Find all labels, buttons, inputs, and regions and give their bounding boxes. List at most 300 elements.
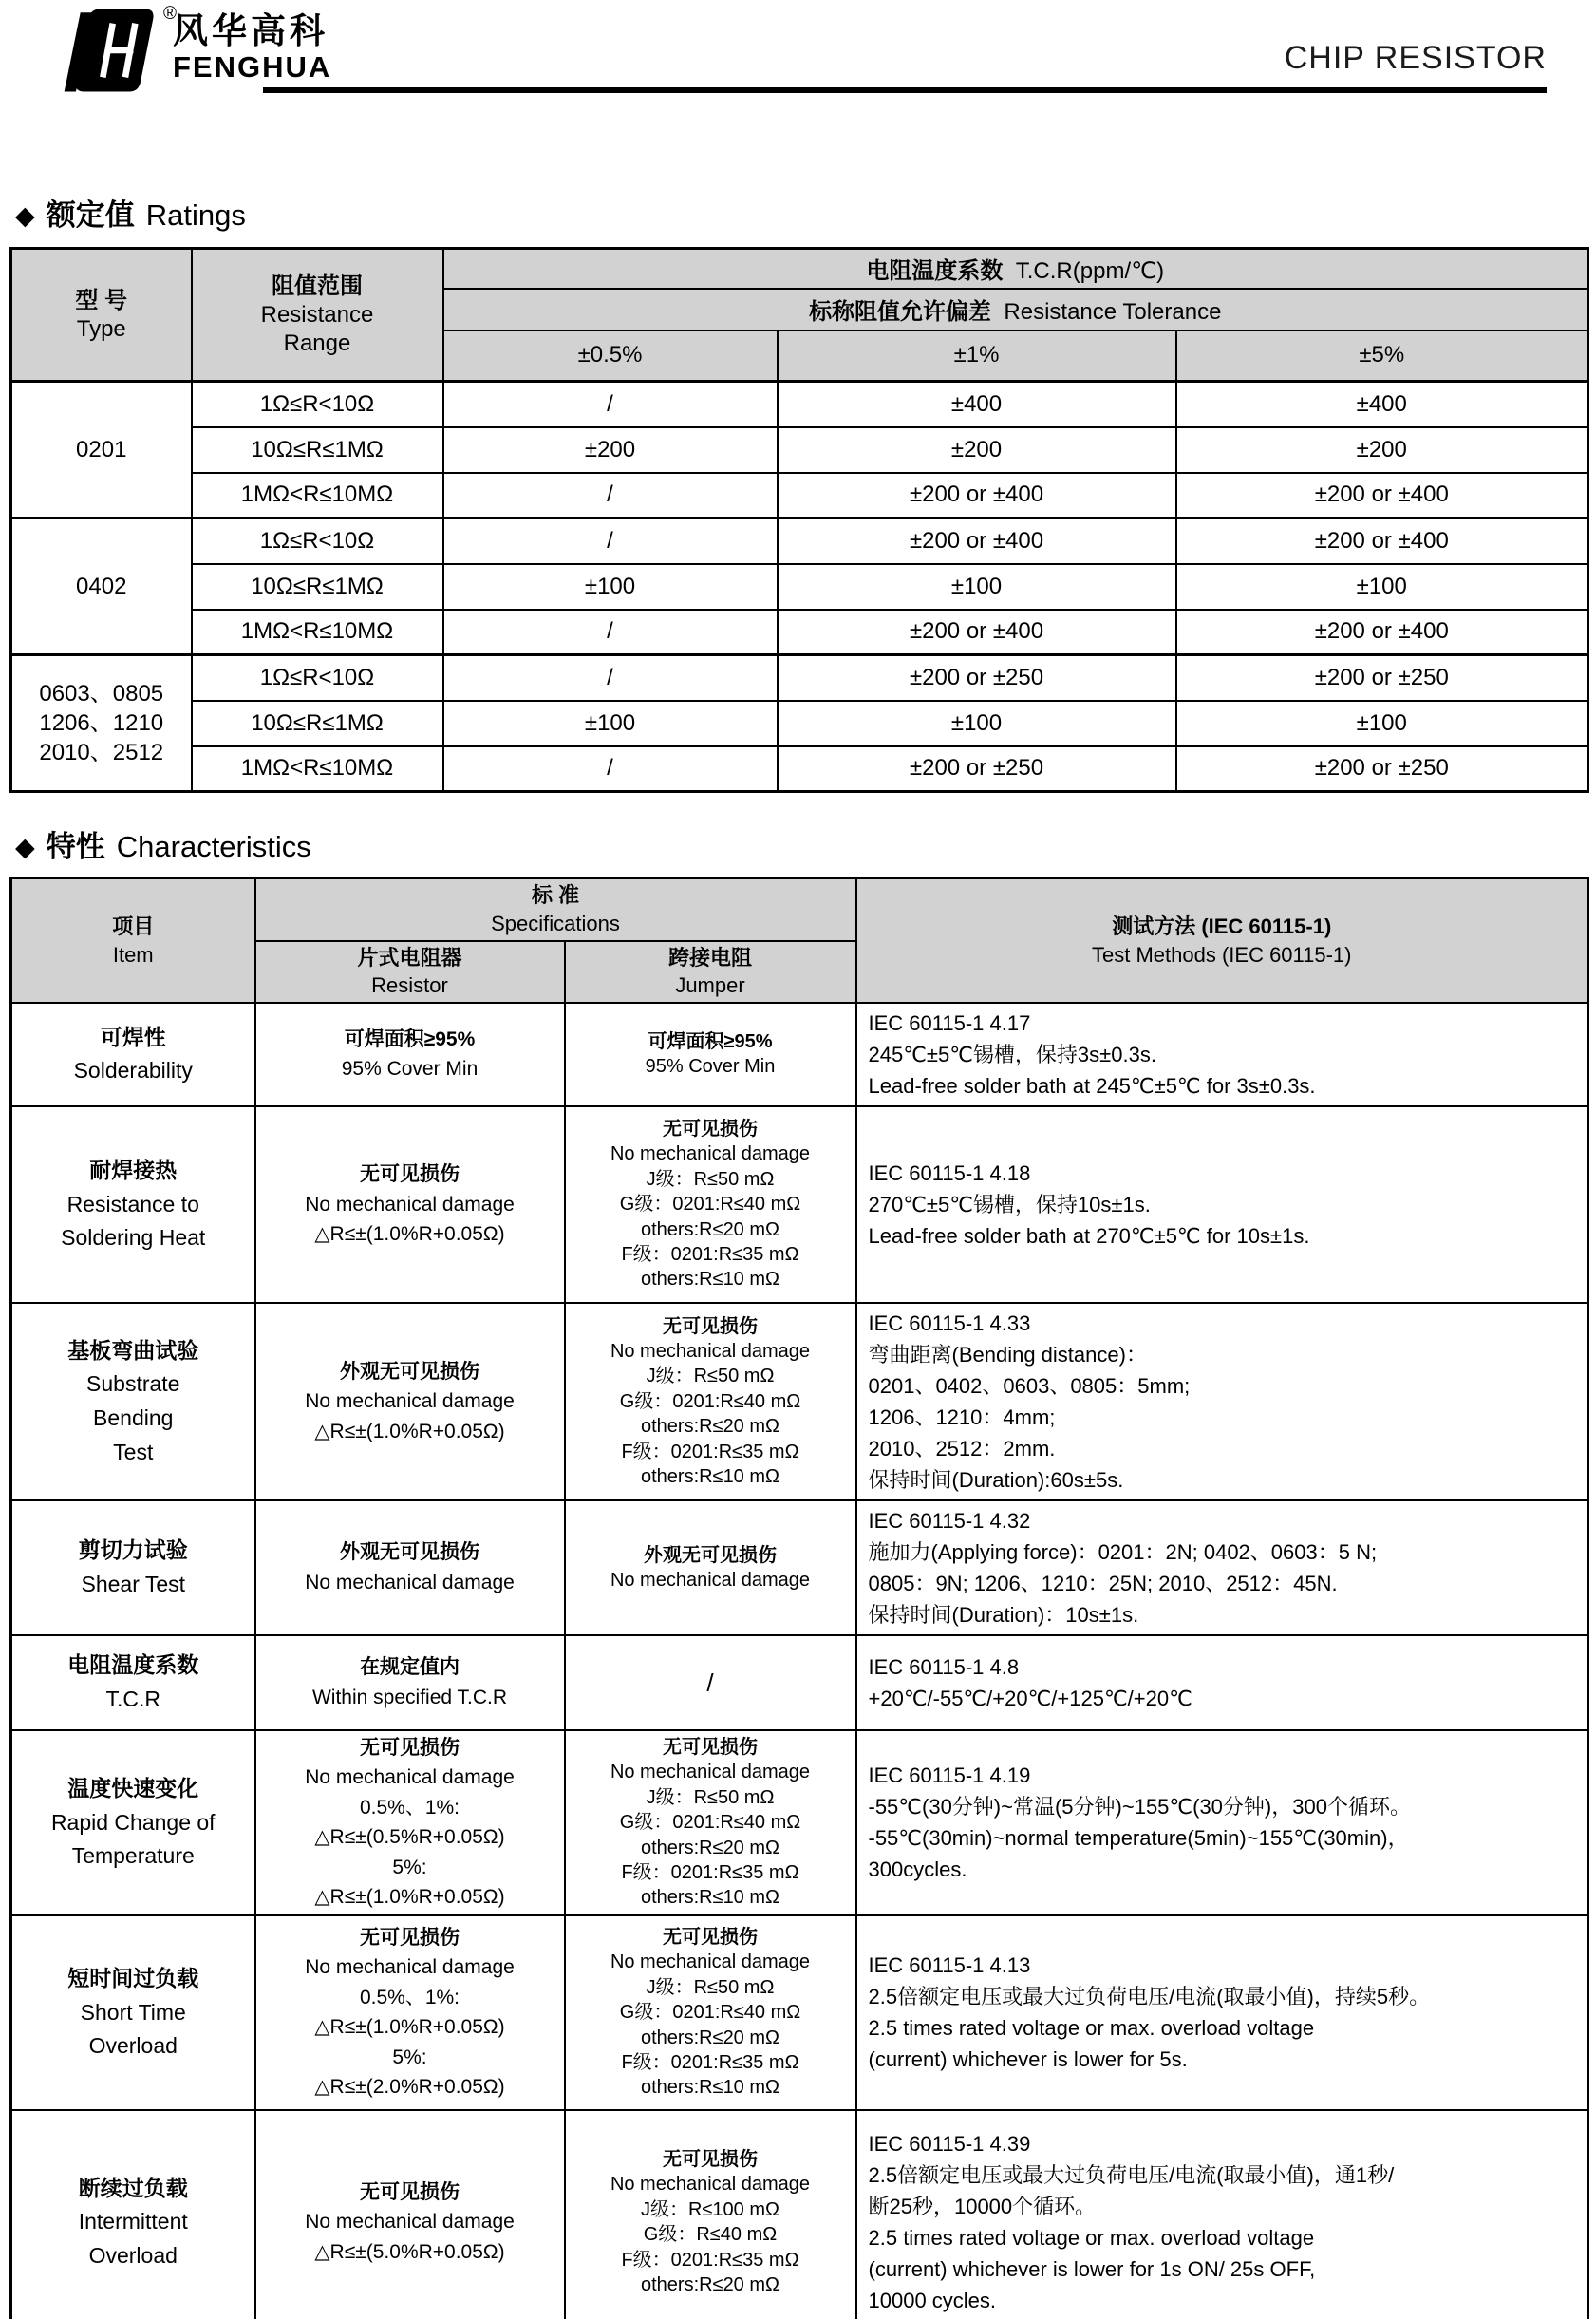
cell-line: No mechanical damage <box>305 1766 515 1789</box>
cell-line: IEC 60115-1 4.17 <box>868 1010 1031 1035</box>
jumper-spec-cell <box>565 2110 856 2319</box>
cell-line: No mechanical damage <box>610 1143 811 1165</box>
cell-line: G级：R≤40 mΩ <box>643 2224 778 2246</box>
cell-line: 5%: <box>392 1856 427 1878</box>
cell-line: others:R≤10 mΩ <box>641 1887 779 1909</box>
fenghua-logo-icon <box>59 4 177 93</box>
cell-line: △R≤±(2.0%R+0.05Ω) <box>314 2076 505 2099</box>
cell-line: 外观无可见损伤 <box>644 1544 777 1566</box>
test-method-cell <box>856 1500 1588 1635</box>
type-header-en: Type <box>76 315 126 342</box>
tcr-5-cell <box>1176 382 1588 427</box>
resistance-range-cell <box>192 518 443 564</box>
cell-line: / <box>607 664 613 690</box>
cell-line: ±100 <box>1356 573 1407 599</box>
test-method-cell <box>856 2110 1588 2319</box>
cell-line: IEC 60115-1 4.8 <box>868 1654 1020 1679</box>
cell-line: F级：0201:R≤35 mΩ <box>621 2052 799 2074</box>
cell-line: 无可见损伤 <box>663 1927 758 1949</box>
cell-line: IEC 60115-1 4.32 <box>868 1508 1031 1533</box>
cell-line: 在规定值内 <box>360 1656 460 1679</box>
test-methods-header-en: Test Methods (IEC 60115-1) <box>1092 942 1352 967</box>
cell-line: 0.5%、1%: <box>359 1796 460 1819</box>
cell-line: 1MΩ<R≤10MΩ <box>240 755 394 782</box>
cell-line: 10Ω≤R≤1MΩ <box>251 709 384 736</box>
cell-line: 10000 cycles. <box>868 2289 997 2313</box>
cell-line: 保持时间(Duration)：10s±1s. <box>868 1602 1139 1627</box>
cell-line: 95% Cover Min <box>341 1058 479 1081</box>
tcr-05-cell <box>443 382 778 427</box>
logo-name-english: FENGHUA <box>173 49 332 84</box>
characteristics-row <box>11 1303 1588 1500</box>
cell-line: No mechanical damage <box>610 1340 811 1362</box>
cell-line: 245℃±5℃锡槽，保持3s±0.3s. <box>868 1042 1156 1066</box>
cell-line: F级：0201:R≤35 mΩ <box>621 1862 799 1884</box>
resistor-spec-cell <box>255 1003 565 1106</box>
cell-line: △R≤±(5.0%R+0.05Ω) <box>314 2240 505 2263</box>
tolerance-col-5-header: ±5% <box>1176 330 1588 382</box>
ratings-row <box>11 473 1588 518</box>
tcr-5-cell <box>1176 564 1588 610</box>
cell-line: 短时间过负载 <box>67 1965 199 1990</box>
cell-line: Bending <box>93 1405 174 1430</box>
tcr-5-cell <box>1176 518 1588 564</box>
cell-line: Within specified T.C.R <box>311 1686 508 1708</box>
tcr-05-cell <box>443 518 778 564</box>
cell-line: G级：0201:R≤40 mΩ <box>619 2002 801 2024</box>
cell-line: +20℃/-55℃/+20℃/+125℃/+20℃ <box>868 1686 1192 1710</box>
type-cell <box>11 518 192 655</box>
cell-line: No mechanical damage <box>305 1956 515 1979</box>
jumper-header-cn: 跨接电阻 <box>667 945 752 970</box>
cell-line: 断25秒，10000个循环。 <box>868 2195 1097 2219</box>
range-header-en1: Resistance <box>260 301 374 328</box>
test-method-cell <box>856 1730 1588 1915</box>
tcr-1-cell <box>778 746 1176 792</box>
jumper-spec-cell <box>565 1730 856 1915</box>
characteristics-row <box>11 1003 1588 1106</box>
cell-line: No mechanical damage <box>610 1569 811 1591</box>
specifications-header-cn: 标 准 <box>531 883 580 908</box>
cell-line: 断续过负载 <box>78 2175 188 2200</box>
type-header-cn: 型 号 <box>75 287 128 313</box>
logo-text <box>173 8 331 84</box>
tcr-1-cell <box>778 427 1176 473</box>
cell-line: 270℃±5℃锡槽，保持10s±1s. <box>868 1192 1151 1216</box>
characteristics-row <box>11 2110 1588 2319</box>
tcr-1-cell <box>778 701 1176 746</box>
cell-line: 0.5%、1%: <box>359 1986 460 2008</box>
tcr-5-cell <box>1176 655 1588 701</box>
resistor-spec-cell <box>255 1915 565 2110</box>
specifications-header <box>255 878 856 941</box>
test-methods-col-header <box>856 878 1588 1003</box>
cell-line: 10Ω≤R≤1MΩ <box>251 573 384 599</box>
cell-line: Lead-free solder bath at 245℃±5℃ for 3s±0.3s. <box>868 1073 1316 1098</box>
cell-line: G级：0201:R≤40 mΩ <box>619 1194 801 1216</box>
item-cell <box>11 1915 255 2110</box>
cell-line: ±200 <box>1356 436 1407 462</box>
cell-line: 可焊面积≥95% <box>344 1028 476 1050</box>
cell-line: (current) whichever is lower for 5s. <box>868 2047 1188 2072</box>
resistor-spec-cell <box>255 1303 565 1500</box>
cell-line: △R≤±(1.0%R+0.05Ω) <box>314 1223 505 1246</box>
tolerance-col-1-header: ±1% <box>778 330 1176 382</box>
cell-line: / <box>607 390 613 417</box>
cell-line: J级：R≤50 mΩ <box>646 1786 775 1808</box>
characteristics-table-body <box>11 1003 1588 2319</box>
characteristics-title-en: Characteristics <box>116 830 311 864</box>
resistance-range-cell <box>192 382 443 427</box>
cell-line: 0402 <box>76 574 127 599</box>
tcr-05-cell <box>443 746 778 792</box>
cell-line: △R≤±(1.0%R+0.05Ω) <box>314 1420 505 1442</box>
cell-line: 1Ω≤R<10Ω <box>259 390 375 417</box>
cell-line: ±200 or ±400 <box>1314 481 1449 508</box>
cell-line: Solderability <box>73 1058 193 1084</box>
resistance-range-cell <box>192 746 443 792</box>
cell-line: / <box>607 481 613 508</box>
cell-line: △R≤±(1.0%R+0.05Ω) <box>314 1886 505 1909</box>
cell-line: 0603、0805 <box>39 680 164 707</box>
ratings-row <box>11 564 1588 610</box>
cell-line: Shear Test <box>81 1571 186 1596</box>
cell-line: No mechanical damage <box>610 2174 811 2196</box>
cell-line: 剪切力试验 <box>78 1537 188 1563</box>
cell-line: others:R≤10 mΩ <box>641 1269 779 1291</box>
cell-line: Overload <box>88 2243 178 2268</box>
jumper-col-header <box>565 941 856 1003</box>
resistance-range-cell <box>192 655 443 701</box>
characteristics-title-cn: 特性 <box>46 830 105 864</box>
tolerance-header-en: Resistance Tolerance <box>1004 299 1222 326</box>
resistance-range-cell <box>192 427 443 473</box>
cell-line: 2010、2512：2mm. <box>868 1436 1056 1461</box>
resistor-spec-cell <box>255 1730 565 1915</box>
cell-line: / <box>607 527 613 554</box>
cell-line: Rapid Change of <box>50 1809 216 1835</box>
tolerance-col-05-header: ±0.5% <box>443 330 778 382</box>
cell-line: 可焊性 <box>100 1024 166 1049</box>
cell-line: others:R≤20 mΩ <box>641 2027 779 2048</box>
ratings-table-body <box>11 382 1588 792</box>
cell-line: others:R≤20 mΩ <box>641 1837 779 1858</box>
cell-line: J级：R≤50 mΩ <box>646 1366 775 1387</box>
resistor-col-header <box>255 941 565 1003</box>
cell-line: others:R≤10 mΩ <box>641 1465 779 1487</box>
cell-line: J级：R≤100 mΩ <box>641 2198 779 2220</box>
cell-line: ±200 <box>584 436 636 462</box>
tolerance-header-cn: 标称阻值允许偏差 <box>809 299 992 326</box>
ratings-row <box>11 655 1588 701</box>
resistor-spec-cell <box>255 1635 565 1730</box>
ratings-col-type-header <box>11 249 192 382</box>
cell-line: ±100 <box>584 573 636 599</box>
ratings-row <box>11 518 1588 564</box>
cell-line: ±200 or ±400 <box>1314 618 1449 645</box>
cell-line: ±100 <box>950 573 1003 599</box>
cell-line: ±200 or ±400 <box>909 527 1044 554</box>
resistor-spec-cell <box>255 2110 565 2319</box>
ratings-header-row-1 <box>11 249 1588 289</box>
tolerance-header <box>443 289 1588 330</box>
cell-line: 无可见损伤 <box>360 2180 460 2203</box>
ratings-col-range-header <box>192 249 443 382</box>
tcr-05-cell <box>443 610 778 655</box>
cell-line: No mechanical damage <box>305 1571 515 1593</box>
item-header-cn: 项目 <box>112 914 155 938</box>
tcr-5-cell <box>1176 473 1588 518</box>
document-title: CHIP RESISTOR <box>1284 40 1547 76</box>
cell-line: No mechanical damage <box>610 1951 811 1973</box>
test-method-cell <box>856 1635 1588 1730</box>
cell-line: IEC 60115-1 4.33 <box>868 1310 1031 1335</box>
item-cell <box>11 1303 255 1500</box>
resistor-spec-cell <box>255 1500 565 1635</box>
cell-line: 0201、0402、0603、0805：5mm; <box>868 1373 1191 1398</box>
item-cell <box>11 1500 255 1635</box>
cell-line: 无可见损伤 <box>663 1119 758 1141</box>
cell-line: / <box>607 618 613 645</box>
cell-line: 可焊面积≥95% <box>648 1031 773 1053</box>
ratings-title-en: Ratings <box>145 198 246 232</box>
cell-line: IEC 60115-1 4.18 <box>868 1160 1031 1185</box>
cell-line: G级：0201:R≤40 mΩ <box>619 1812 801 1834</box>
cell-line: 耐焊接热 <box>89 1157 178 1182</box>
test-method-cell <box>856 1003 1588 1106</box>
cell-line: 无可见损伤 <box>360 1926 460 1949</box>
type-cell <box>11 382 192 518</box>
cell-line: Temperature <box>71 1843 195 1869</box>
cell-line: ±200 or ±400 <box>909 481 1044 508</box>
diamond-icon: ◆ <box>15 833 35 862</box>
cell-line: Resistance to <box>66 1191 199 1216</box>
cell-line: 2.5倍额定电压或最大过负荷电压/电流(取最小值)，持续5秒。 <box>868 1985 1431 2009</box>
jumper-spec-cell <box>565 1003 856 1106</box>
cell-line: 电阻温度系数 <box>67 1652 199 1678</box>
cell-line: 1MΩ<R≤10MΩ <box>240 618 394 645</box>
cell-line: 无可见损伤 <box>360 1736 460 1759</box>
characteristics-section-title <box>15 831 1596 863</box>
cell-line: / <box>706 1668 714 1697</box>
tcr-05-cell <box>443 564 778 610</box>
jumper-spec-cell <box>565 1915 856 2110</box>
tcr-5-cell <box>1176 427 1588 473</box>
range-header-en2: Range <box>283 330 351 356</box>
cell-line: 温度快速变化 <box>67 1775 199 1801</box>
cell-line: others:R≤20 mΩ <box>641 1218 779 1240</box>
range-header-cn: 阻值范围 <box>272 273 363 299</box>
diamond-icon: ◆ <box>15 201 35 231</box>
cell-line: 无可见损伤 <box>663 2149 758 2171</box>
ratings-row <box>11 427 1588 473</box>
jumper-spec-cell <box>565 1106 856 1303</box>
item-header-en: Item <box>112 942 154 967</box>
test-methods-header-cn: 测试方法 (IEC 60115-1) <box>1112 914 1332 938</box>
tcr-5-cell <box>1176 701 1588 746</box>
tcr-1-cell <box>778 518 1176 564</box>
characteristics-row <box>11 1635 1588 1730</box>
cell-line: 1Ω≤R<10Ω <box>259 527 375 554</box>
characteristics-row <box>11 1500 1588 1635</box>
cell-line: ±200 <box>950 436 1003 462</box>
tcr-1-cell <box>778 473 1176 518</box>
tcr-5-cell <box>1176 746 1588 792</box>
cell-line: others:R≤20 mΩ <box>641 2273 779 2295</box>
cell-line: △R≤±(0.5%R+0.05Ω) <box>314 1826 505 1849</box>
cell-line: ±100 <box>584 709 636 736</box>
test-method-cell <box>856 1106 1588 1303</box>
cell-line: 基板弯曲试验 <box>67 1337 199 1363</box>
cell-line: 外观无可见损伤 <box>340 1360 479 1383</box>
tcr-header-cn: 电阻温度系数 <box>866 258 1004 285</box>
cell-line: 0201 <box>76 437 127 462</box>
cell-line: others:R≤10 mΩ <box>641 2077 779 2099</box>
characteristics-table <box>9 877 1589 2319</box>
cell-line: 2.5 times rated voltage or max. overload voltage <box>868 2226 1315 2251</box>
characteristics-row <box>11 1915 1588 2110</box>
cell-line: -55℃(30分钟)~常温(5分钟)~155℃(30分钟)，300个循环。 <box>868 1795 1411 1819</box>
tcr-05-cell <box>443 701 778 746</box>
test-method-cell <box>856 1303 1588 1500</box>
cell-line: ±100 <box>1356 709 1407 736</box>
cell-line: △R≤±(1.0%R+0.05Ω) <box>314 2016 505 2039</box>
cell-line: Substrate <box>86 1371 180 1397</box>
cell-line: ±400 <box>950 390 1003 417</box>
item-cell <box>11 1730 255 1915</box>
characteristics-header-row-1 <box>11 878 1588 941</box>
resistance-range-cell <box>192 701 443 746</box>
cell-line: (current) whichever is lower for 1s ON/ 25s OFF, <box>868 2257 1316 2282</box>
ratings-row <box>11 701 1588 746</box>
resistance-range-cell <box>192 610 443 655</box>
jumper-spec-cell <box>565 1635 856 1730</box>
cell-line: ±200 or ±250 <box>1314 664 1449 690</box>
cell-line: ±200 or ±400 <box>909 618 1044 645</box>
cell-line: 保持时间(Duration):60s±5s. <box>868 1467 1124 1492</box>
cell-line: 弯曲距离(Bending distance)： <box>868 1342 1147 1367</box>
cell-line: ±200 or ±250 <box>909 664 1044 690</box>
cell-line: ±200 or ±250 <box>1314 755 1449 782</box>
tcr-05-cell <box>443 427 778 473</box>
ratings-row <box>11 746 1588 792</box>
cell-line: Intermittent <box>78 2209 188 2234</box>
resistor-header-cn: 片式电阻器 <box>357 945 462 970</box>
item-cell <box>11 1003 255 1106</box>
cell-line: 1206、1210 <box>39 710 164 736</box>
tcr-1-cell <box>778 382 1176 427</box>
type-cell <box>11 655 192 792</box>
cell-line: IEC 60115-1 4.39 <box>868 2132 1031 2157</box>
cell-line: 施加力(Applying force)：0201：2N; 0402、0603：5 N; <box>868 1539 1378 1564</box>
cell-line: 300cycles. <box>868 1857 967 1882</box>
logo-name-chinese: 风华高科 <box>173 11 329 50</box>
cell-line: others:R≤20 mΩ <box>641 1416 779 1438</box>
jumper-spec-cell <box>565 1500 856 1635</box>
ratings-section-title <box>15 199 1596 232</box>
cell-line: F级：0201:R≤35 mΩ <box>621 1244 799 1266</box>
cell-line: F级：0201:R≤35 mΩ <box>621 1441 799 1462</box>
cell-line: 0805：9N; 1206、1210：25N; 2010、2512：45N. <box>868 1571 1338 1595</box>
cell-line: 1MΩ<R≤10MΩ <box>240 481 394 508</box>
ratings-row <box>11 382 1588 427</box>
cell-line: No mechanical damage <box>305 1193 515 1216</box>
cell-line: ±100 <box>950 709 1003 736</box>
test-method-cell <box>856 1915 1588 2110</box>
resistance-range-cell <box>192 564 443 610</box>
registered-trademark-mark: ® <box>163 4 177 24</box>
characteristics-row <box>11 1106 1588 1303</box>
item-cell <box>11 1106 255 1303</box>
cell-line: No mechanical damage <box>610 1762 811 1783</box>
cell-line: F级：0201:R≤35 mΩ <box>621 2249 799 2271</box>
jumper-spec-cell <box>565 1303 856 1500</box>
cell-line: 10Ω≤R≤1MΩ <box>251 436 384 462</box>
cell-line: -55℃(30min)~normal temperature(5min)~155℃(30min)， <box>868 1826 1409 1851</box>
cell-line: J级：R≤50 mΩ <box>646 1168 775 1190</box>
cell-line: No mechanical damage <box>305 2211 515 2234</box>
resistor-header-en: Resistor <box>371 973 448 998</box>
cell-line: 1206、1210：4mm; <box>868 1405 1056 1429</box>
cell-line: G级：0201:R≤40 mΩ <box>619 1390 801 1412</box>
cell-line: ±200 or ±400 <box>1314 527 1449 554</box>
cell-line: Overload <box>88 2033 178 2059</box>
page-header <box>0 0 1596 95</box>
cell-line: / <box>607 755 613 782</box>
jumper-header-en: Jumper <box>675 973 745 998</box>
cell-line: 2.5 times rated voltage or max. overload voltage <box>868 2016 1315 2041</box>
cell-line: Test <box>113 1439 154 1464</box>
cell-line: 2010、2512 <box>39 740 164 766</box>
cell-line: 5%: <box>392 2046 427 2068</box>
cell-line: Soldering Heat <box>61 1225 206 1251</box>
cell-line: IEC 60115-1 4.19 <box>868 1763 1031 1788</box>
tcr-5-cell <box>1176 610 1588 655</box>
ratings-row <box>11 610 1588 655</box>
cell-line: Lead-free solder bath at 270℃±5℃ for 10s±1s. <box>868 1223 1310 1248</box>
item-cell <box>11 2110 255 2319</box>
tcr-1-cell <box>778 655 1176 701</box>
resistance-range-cell <box>192 473 443 518</box>
cell-line: T.C.R <box>105 1686 160 1711</box>
cell-line: ±400 <box>1356 390 1407 417</box>
specifications-header-en: Specifications <box>491 911 620 935</box>
fenghua-logo <box>59 4 332 93</box>
tcr-header <box>443 249 1588 289</box>
tcr-05-cell <box>443 473 778 518</box>
cell-line: ±200 or ±250 <box>909 755 1044 782</box>
tcr-1-cell <box>778 564 1176 610</box>
cell-line: 2.5倍额定电压或最大过负荷电压/电流(取最小值)，通1秒/ <box>868 2163 1395 2188</box>
ratings-title-cn: 额定值 <box>46 198 135 232</box>
cell-line: J级：R≤50 mΩ <box>646 1976 775 1998</box>
tcr-header-en: T.C.R(ppm/℃) <box>1015 258 1165 285</box>
characteristics-row <box>11 1730 1588 1915</box>
cell-line: No mechanical damage <box>305 1390 515 1413</box>
cell-line: 无可见损伤 <box>663 1315 758 1337</box>
cell-line: IEC 60115-1 4.13 <box>868 1953 1031 1978</box>
cell-line: Short Time <box>80 1999 186 2025</box>
item-cell <box>11 1635 255 1730</box>
item-col-header <box>11 878 255 1003</box>
ratings-table <box>9 247 1589 793</box>
resistor-spec-cell <box>255 1106 565 1303</box>
cell-line: 95% Cover Min <box>645 1056 776 1078</box>
cell-line: 无可见损伤 <box>360 1163 460 1186</box>
cell-line: 无可见损伤 <box>663 1737 758 1759</box>
header-divider <box>263 87 1547 93</box>
cell-line: 外观无可见损伤 <box>340 1541 479 1564</box>
